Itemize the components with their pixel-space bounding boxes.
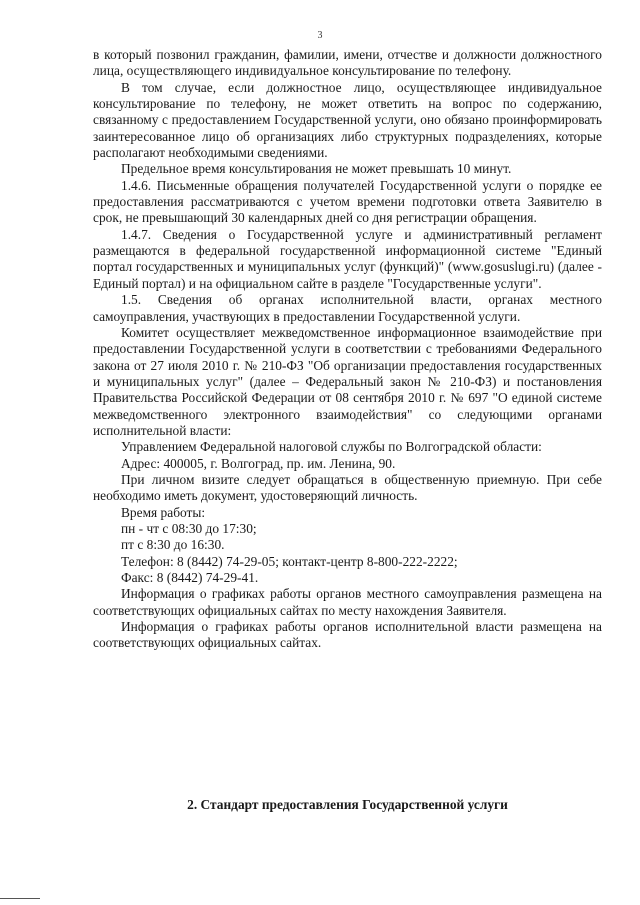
paragraph: При личном визите следует обращаться в общественную приемную. При себе необходимо иметь документ, удостоверяющий личность. bbox=[93, 471, 602, 504]
paragraph: Телефон: 8 (8442) 74-29-05; контакт-центр 8-800-222-2222; bbox=[121, 553, 458, 569]
paragraph: Предельное время консультирования не может превышать 10 минут. bbox=[121, 161, 512, 177]
paragraph: Управлением Федеральной налоговой службы по Волгоградской области: bbox=[121, 439, 542, 455]
paragraph: пт с 8:30 до 16:30. bbox=[121, 537, 225, 553]
paragraph: 1.4.6. Письменные обращения получателей Государственной услуги о порядке ее предоставления рассматриваются с учетом времени подготовки ответа Заявителю в срок, не превышающий 30 календарных дней со дня регистрации обращения. bbox=[93, 177, 602, 226]
paragraph: Факс: 8 (8442) 74-29-41. bbox=[121, 570, 259, 585]
paragraph: Комитет осуществляет межведомственное информационное взаимодействие при предоставлении Государственной услуги в соответствии с требованиями Федерального закона от 27 июля 2010 г. № 210-ФЗ "Об организации предоставления государственных и муниципальных услуг" (далее – Федеральный закон № 210-ФЗ) и постановления Правительства Российской Федерации от 08 сентября 2010 г. № 697 "О единой системе межведомственного электронного взаимодействия" со следующими органами исполнительной власти: bbox=[93, 324, 602, 438]
page-number: 3 bbox=[317, 30, 323, 41]
paragraph: Адрес: 400005, г. Волгоград, пр. им. Ленина, 90. bbox=[121, 455, 396, 471]
paragraph: Информация о графиках работы органов местного самоуправления размещена на соответствующих официальных сайтах по месту нахождения Заявителя. bbox=[93, 586, 602, 618]
section-heading: 2. Стандарт предоставления Государственной услуги bbox=[187, 797, 508, 812]
scan-edge-mark bbox=[0, 898, 40, 899]
document-body bbox=[93, 47, 602, 652]
paragraph: пн - чт с 08:30 до 17:30; bbox=[121, 520, 257, 536]
paragraph: 1.4.7. Сведения о Государственной услуге и административный регламент размещаются в федеральной государственной информационной системе "Единый портал государственных и муниципальных услуг (функций)" (www.gosuslugi.ru) (далее - Единый портал) и на официальном сайте в разделе "Государственные услуги". bbox=[93, 226, 602, 291]
paragraph: В том случае, если должностное лицо, осуществляющее индивидуальное консультирование по телефону, не может ответить на вопрос по содержанию, связанному с предоставлением Государственной услуги, оно обязано проинформировать заинтересованное лицо об организациях либо структурных подразделениях, которые располагают необходимыми сведениями. bbox=[93, 79, 602, 161]
paragraph: 1.5. Сведения об органах исполнительной власти, органах местного самоуправления, участвующих в предоставлении Государственной услуги. bbox=[93, 292, 602, 324]
paragraph: в который позвонил гражданин, фамилии, имени, отчестве и должности должностного лица, осуществляющего индивидуальное консультирование по телефону. bbox=[93, 47, 602, 79]
paragraph: Информация о графиках работы органов исполнительной власти размещена на соответствующих официальных сайтах. bbox=[93, 619, 602, 651]
paragraph: Время работы: bbox=[121, 504, 206, 520]
